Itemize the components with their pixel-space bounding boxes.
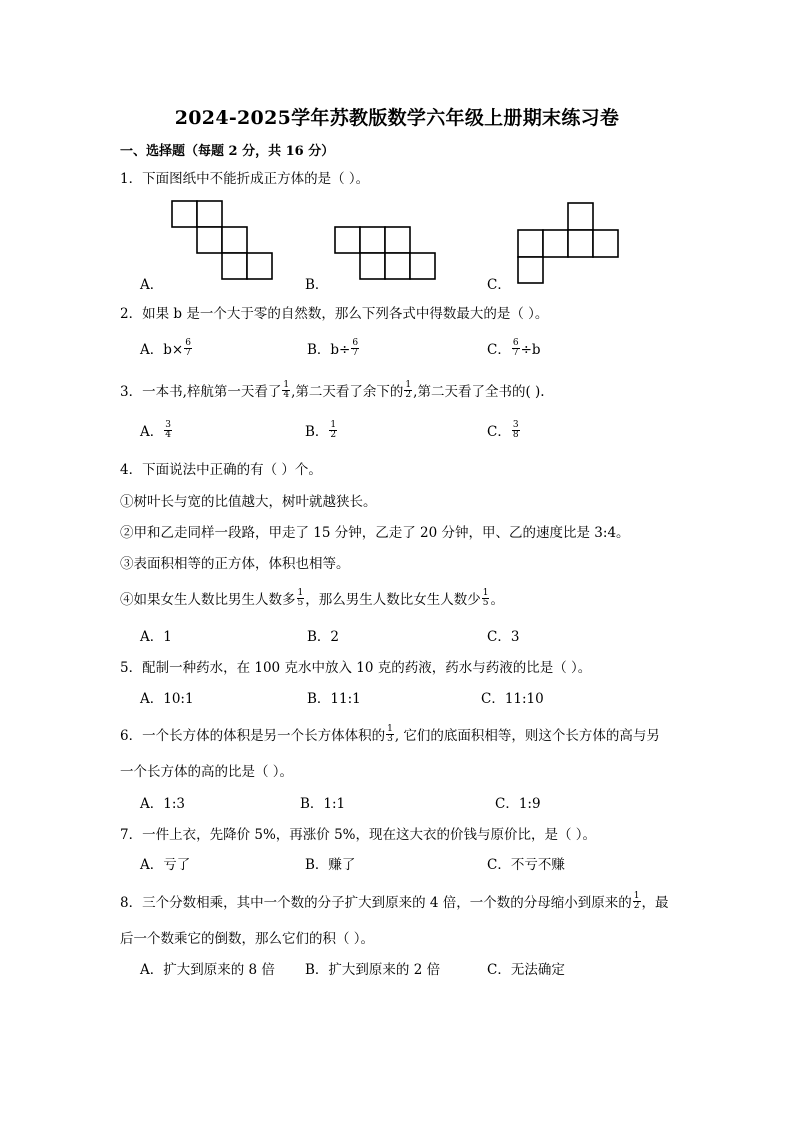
net-figure-c [516,201,622,285]
option-text: A． [140,424,164,440]
question-5-option-c: C．11:10 [481,691,544,707]
question-6-option-c: C．1:9 [495,796,541,812]
statement-text: ④如果女生人数比男生人数多 [120,592,296,608]
fraction-denominator: 7 [185,348,191,358]
option-text: A．b× [140,342,184,358]
fraction-denominator: 5 [297,598,304,608]
question-text: 8．三个分数相乘，其中一个数的分子扩大到原来的 4 倍，一个数的分母缩小到原来的 [120,895,632,911]
statement-4 [120,588,504,610]
question-3-option-a [140,420,173,442]
option-text-suffix: ÷b [520,342,541,358]
question-6-stem-continued: 一个长方体的高的比是（ ）。 [120,764,294,780]
question-8-option-b: B．扩大到原来的 2 倍 [305,962,441,978]
statement-text: 。 [490,592,504,608]
question-text: 3．一本书,梓航第一天看了 [120,384,282,400]
question-7-option-a: A．亏了 [140,857,191,873]
net-figure-a [170,199,276,283]
fraction [386,725,394,744]
option-text: C． [487,342,511,358]
question-8-option-c: C．无法确定 [487,962,565,978]
question-1-option-a: A． [140,277,164,293]
option-text: B．b÷ [307,342,351,358]
question-text: ，最 [641,895,669,911]
fraction [633,892,641,911]
page-title: 2024-2025学年苏教版数学六年级上册期末练习卷 [174,107,620,129]
fraction-denominator: 7 [512,348,519,358]
option-text: B． [305,424,329,440]
statement-3: ③表面积相等的正方体，体积也相等。 [120,556,350,572]
question-2-option-b [307,338,360,360]
fraction-denominator: 7 [352,348,359,358]
question-8-stem [120,891,669,913]
question-8-stem-continued: 后一个数乘它的倒数，那么它们的积（ ）。 [120,931,375,947]
fraction-denominator: 3 [387,734,393,744]
question-text: 6．一个长方体的体积是另一个长方体体积的 [120,728,386,744]
fraction-denominator: 2 [330,430,337,440]
fraction-numerator: 1 [283,380,290,390]
question-text: ,第二天看了余下的 [291,384,404,400]
fraction [282,381,290,400]
fraction [512,421,520,440]
question-6-stem [120,724,660,746]
question-7-option-c: C．不亏不赚 [487,857,565,873]
section-heading: 一、选择题（每题 2 分，共 16 分） [120,144,335,159]
statement-2: ②甲和乙走同样一段路，甲走了 15 分钟，乙走了 20 分钟，甲、乙的速度比是 3:4。 [120,525,630,541]
fraction [351,339,359,358]
fraction-numerator: 1 [405,380,412,390]
question-6-option-b: B．1:1 [300,796,346,812]
question-3-stem [120,380,545,402]
question-5-stem: 5．配制一种药水，在 100 克水中放入 10 克的药液，药水与药液的比是（ ）。 [120,660,592,676]
statement-1: ①树叶长与宽的比值越大，树叶就越狭长。 [120,494,377,510]
question-7-option-b: B．赚了 [305,857,356,873]
question-text: ,第二天看了全书的( ). [413,384,545,400]
fraction-numerator: 6 [185,338,191,348]
fraction-denominator: 2 [405,390,412,400]
fraction-denominator: 4 [165,430,171,440]
question-1-option-b: B． [305,277,329,293]
fraction-numerator: 1 [297,588,304,598]
question-4-option-a: A．1 [140,629,172,645]
fraction [164,421,172,440]
fraction-denominator: 4 [283,390,290,400]
question-5-option-a: A．10:1 [140,691,194,707]
question-4-stem: 4．下面说法中正确的有（ ）个。 [120,462,322,478]
question-1-stem: 1．下面图纸中不能折成正方体的是（ ）。 [120,171,370,187]
fraction-numerator: 1 [330,420,337,430]
question-7-stem: 7．一件上衣，先降价 5%，再涨价 5%，现在这大衣的价钱与原价比，是（ ）。 [120,827,597,843]
question-3-option-b [305,420,338,442]
fraction-denominator: 8 [512,430,519,440]
fraction-numerator: 1 [633,891,640,901]
fraction-numerator: 3 [512,420,519,430]
option-text: C． [487,424,511,440]
fraction [297,589,305,608]
question-2-option-a [140,338,193,360]
question-2-stem: 2．如果 b 是一个大于零的自然数，那么下列各式中得数最大的是（ ）。 [120,306,549,322]
fraction [482,589,490,608]
fraction-numerator: 6 [512,338,519,348]
question-text: , 它们的底面积相等，则这个长方体的高与另 [394,728,660,744]
fraction-denominator: 5 [482,598,489,608]
question-5-option-b: B．11:1 [307,691,361,707]
question-3-option-c [487,420,521,442]
net-figure-b [333,225,439,283]
statement-text: ，那么男生人数比女生人数少 [305,592,481,608]
fraction-denominator: 2 [633,901,640,911]
question-8-option-a: A．扩大到原来的 8 倍 [140,962,275,978]
fraction [184,339,192,358]
fraction-numerator: 3 [165,420,171,430]
fraction [512,339,520,358]
question-6-option-a: A．1:3 [140,796,185,812]
fraction [404,381,412,400]
question-4-option-b: B．2 [307,629,340,645]
fraction [329,421,337,440]
question-1-option-c: C． [487,277,511,293]
question-2-option-c [487,338,541,360]
question-4-option-c: C．3 [487,629,520,645]
fraction-numerator: 1 [482,588,489,598]
fraction-numerator: 6 [352,338,359,348]
fraction-numerator: 1 [387,724,393,734]
